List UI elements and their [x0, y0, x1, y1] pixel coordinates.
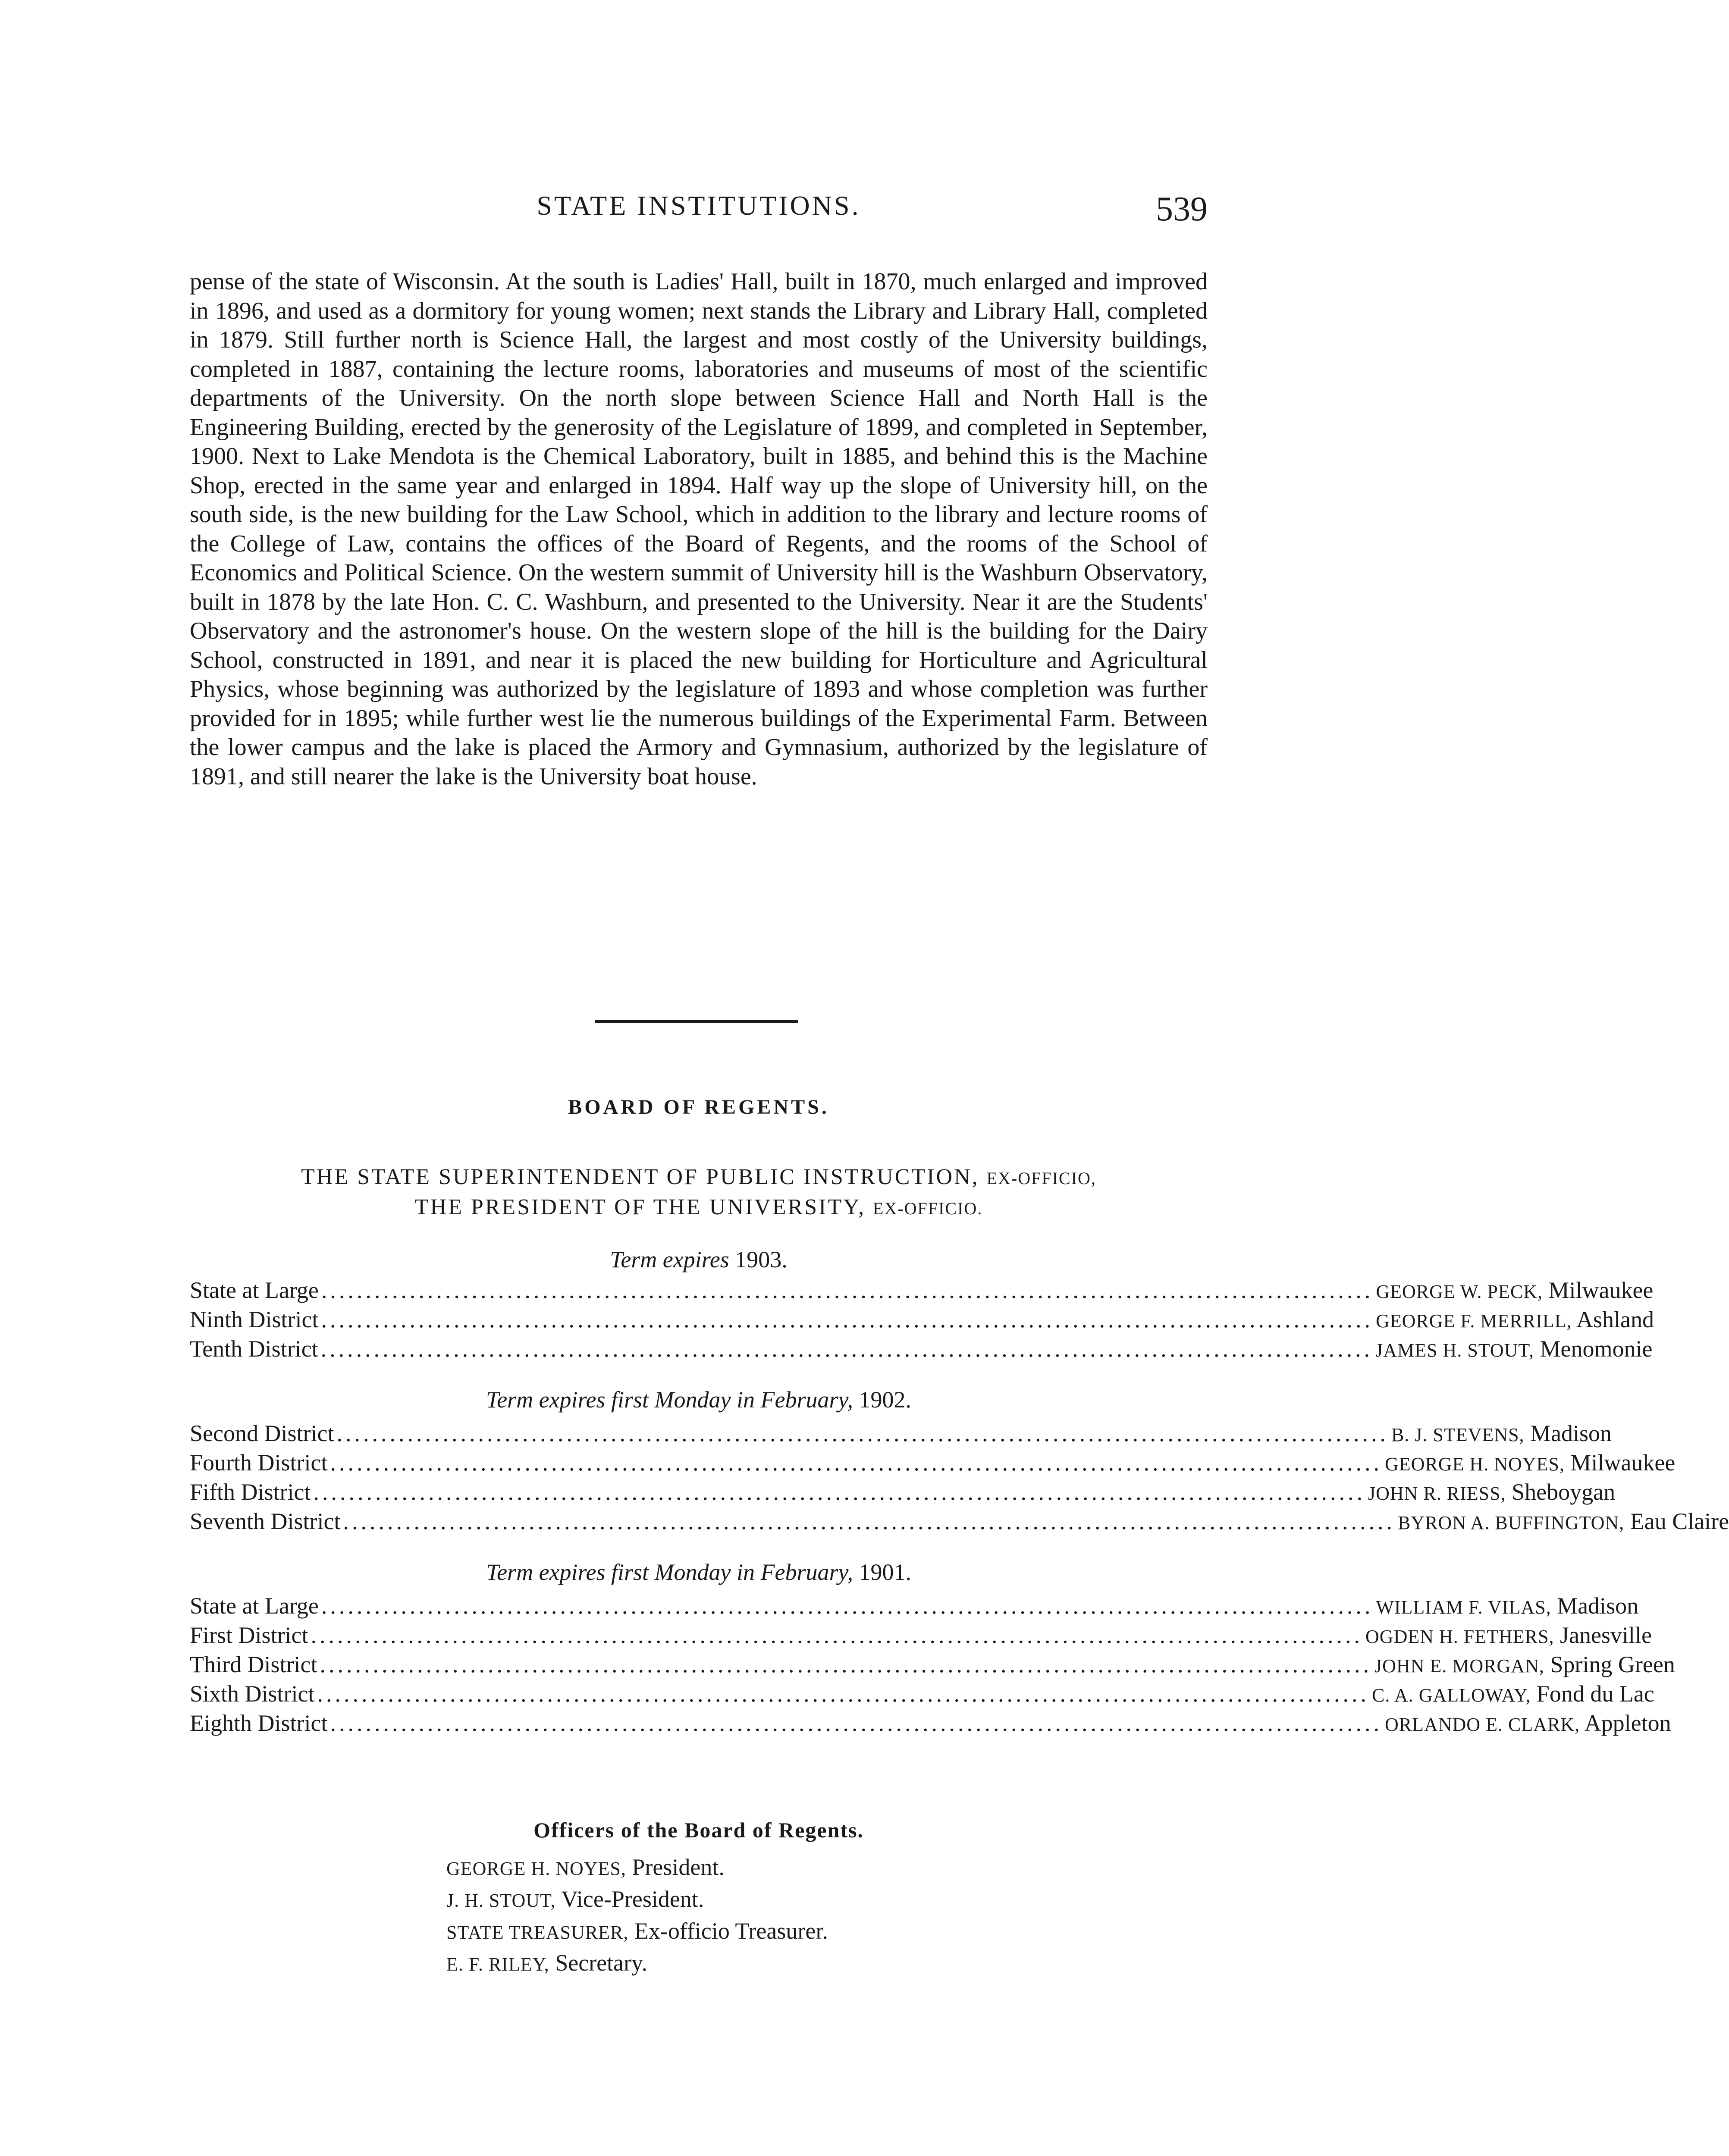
regent-place: Appleton: [1584, 1710, 1671, 1736]
regent-place: Janesville: [1560, 1622, 1652, 1648]
term-heading: [190, 1386, 1208, 1413]
leader-dots: .......................................................................................................................: [320, 1651, 1372, 1677]
regent-row: [190, 1275, 1654, 1305]
district-name: Ninth District: [190, 1307, 319, 1332]
regent-place: Madison: [1530, 1420, 1612, 1446]
running-head: STATE INSTITUTIONS.: [537, 190, 861, 221]
regent-place: Milwaukee: [1570, 1450, 1676, 1476]
regent-member: [1376, 1591, 1638, 1622]
officers-title: Officers of the Board of Regents.: [533, 1818, 864, 1842]
leader-dots: .......................................................................................................................: [321, 1593, 1374, 1619]
leader-dots: .......................................................................................................................: [336, 1420, 1389, 1446]
term-heading-text: Term expires: [610, 1247, 729, 1272]
regent-row: [190, 1650, 1675, 1679]
regent-row: [190, 1620, 1652, 1650]
regent-member: [1374, 1650, 1675, 1681]
leader-dots: .......................................................................................................................: [317, 1681, 1370, 1707]
district-name: Fourth District: [190, 1450, 328, 1476]
regent-row: [190, 1448, 1676, 1477]
term-year: 1901.: [859, 1559, 911, 1585]
officers-list: [446, 1852, 1180, 1980]
district-name: Eighth District: [190, 1710, 328, 1736]
officer-entry: [446, 1852, 1180, 1884]
regents-roster: [190, 1419, 1729, 1536]
leader-dots: .......................................................................................................................: [311, 1622, 1363, 1648]
officer-name: E. F. RILEY,: [446, 1954, 549, 1975]
term-heading-text: Term expires first Monday in February,: [486, 1387, 853, 1413]
regent-name: JOHN E. MORGAN,: [1374, 1655, 1544, 1677]
officer-role: Secretary.: [555, 1950, 648, 1976]
officer-role: Vice-President.: [561, 1886, 704, 1912]
regent-place: Menomonie: [1540, 1336, 1653, 1362]
section-divider: [595, 1020, 798, 1023]
regent-member: [1368, 1477, 1615, 1508]
district-name: Tenth District: [190, 1336, 318, 1362]
regent-name: WILLIAM F. VILAS,: [1376, 1597, 1551, 1618]
regent-name: GEORGE H. NOYES,: [1385, 1454, 1565, 1475]
regent-member: [1385, 1708, 1671, 1739]
regent-place: Fond du Lac: [1536, 1681, 1654, 1707]
regent-name: ORLANDO E. CLARK,: [1384, 1714, 1580, 1735]
regent-member: [1365, 1620, 1652, 1651]
term-year: 1903.: [735, 1247, 788, 1272]
regents-roster: [190, 1275, 1654, 1363]
leader-dots: .......................................................................................................................: [320, 1336, 1373, 1362]
regent-member: [1376, 1305, 1654, 1336]
ex-officio-name: THE STATE SUPERINTENDENT OF PUBLIC INSTRUCTION,: [301, 1165, 979, 1189]
regent-row: [190, 1507, 1729, 1536]
ex-officio-note: EX-OFFICIO.: [873, 1199, 983, 1218]
leader-dots: .......................................................................................................................: [321, 1307, 1373, 1332]
district-name: State at Large: [190, 1277, 319, 1303]
regent-place: Madison: [1557, 1593, 1639, 1619]
regent-name: B. J. STEVENS,: [1391, 1424, 1525, 1445]
district-name: Seventh District: [190, 1508, 341, 1534]
regent-place: Spring Green: [1550, 1651, 1675, 1677]
officer-role: Ex-officio Treasurer.: [634, 1918, 828, 1944]
officer-entry: [446, 1916, 1180, 1948]
leader-dots: .......................................................................................................................: [321, 1277, 1374, 1303]
ex-officio-line: [190, 1194, 1208, 1220]
regent-member: [1376, 1275, 1653, 1307]
regent-member: [1391, 1419, 1612, 1450]
leader-dots: .......................................................................................................................: [313, 1479, 1365, 1505]
regent-member: [1375, 1334, 1652, 1365]
page-header: [190, 190, 1208, 241]
officer-entry: [446, 1884, 1180, 1916]
regent-row: [190, 1591, 1639, 1620]
regent-row: [190, 1305, 1654, 1334]
regent-name: JAMES H. STOUT,: [1375, 1340, 1534, 1361]
regent-name: GEORGE W. PECK,: [1376, 1281, 1543, 1302]
district-name: Second District: [190, 1420, 334, 1446]
leader-dots: .......................................................................................................................: [330, 1710, 1382, 1736]
board-of-regents-title: BOARD OF REGENTS.: [568, 1096, 829, 1119]
regent-name: BYRON A. BUFFINGTON,: [1397, 1512, 1625, 1533]
regent-row: [190, 1679, 1654, 1708]
district-name: State at Large: [190, 1593, 319, 1619]
term-year: 1902.: [859, 1387, 911, 1413]
regent-place: Ashland: [1576, 1307, 1654, 1332]
regent-place: Milwaukee: [1548, 1277, 1654, 1303]
regent-name: OGDEN H. FETHERS,: [1365, 1626, 1554, 1647]
regent-row: [190, 1477, 1616, 1507]
term-heading: [190, 1246, 1208, 1273]
regent-name: C. A. GALLOWAY,: [1372, 1685, 1531, 1706]
district-name: First District: [190, 1622, 308, 1648]
ex-officio-line: [190, 1164, 1208, 1190]
district-name: Sixth District: [190, 1681, 315, 1707]
regent-row: [190, 1334, 1653, 1363]
district-name: Third District: [190, 1651, 317, 1677]
body-paragraph: pense of the state of Wisconsin. At the south is Ladies' Hall, built in 1870, much enlarged and improved in 1896, and used as a dormitory for young women; next stands the Library and Library Hall, completed in 1879. Still further north is Science Hall, the largest and most costly of the University buildings, completed in 1887, containing the lecture rooms, laboratories and museums of most of the scientific departments of the University. On the north slope between Science Hall and North Hall is the Engineering Building, erected by the generosity of the Legislature of 1899, and completed in September, 1900. Next to Lake Mendota is the Chemical Laboratory, built in 1885, and behind this is the Machine Shop, erected in the same year and enlarged in 1894. Half way up the slope of University hill, on the south side, is the new building for the Law School, which in addition to the library and lecture rooms of the College of Law, contains the offices of the Board of Regents, and the rooms of the School of Economics and Political Science. On the western summit of University hill is the Washburn Observatory, built in 1878 by the late Hon. C. C. Washburn, and presented to the University. Near it are the Students' Observatory and the astronomer's house. On the western slope of the hill is the building for the Dairy School, constructed in 1891, and near it is placed the new building for Horticulture and Agricultural Physics, whose beginning was authorized by the legislature of 1893 and whose completion was further provided for in 1895; while further west lie the numerous buildings of the Experimental Farm. Between the lower campus and the lake is placed the Armory and Gymnasium, authorized by the legislature of 1891, and still nearer the lake is the University boat house.: [190, 268, 1208, 790]
leader-dots: .......................................................................................................................: [343, 1508, 1395, 1534]
regent-place: Sheboygan: [1512, 1479, 1616, 1505]
term-heading-text: Term expires first Monday in February,: [486, 1559, 853, 1585]
officer-name: GEORGE H. NOYES,: [446, 1858, 626, 1879]
officer-role: President.: [632, 1854, 725, 1880]
regents-roster: [190, 1591, 1675, 1738]
regent-member: [1398, 1507, 1729, 1538]
regent-place: Eau Claire: [1630, 1508, 1729, 1534]
leader-dots: .......................................................................................................................: [330, 1450, 1382, 1476]
regent-member: [1372, 1679, 1654, 1710]
page-number: 539: [1156, 190, 1208, 228]
regent-name: GEORGE F. MERRILL,: [1375, 1310, 1572, 1332]
officer-name: J. H. STOUT,: [446, 1890, 556, 1911]
term-heading: [190, 1559, 1208, 1586]
officer-name: STATE TREASURER,: [446, 1922, 629, 1943]
ex-officio-note: EX-OFFICIO,: [986, 1169, 1096, 1188]
officer-entry: [446, 1948, 1180, 1980]
regent-member: [1385, 1448, 1675, 1479]
regent-name: JOHN R. RIESS,: [1368, 1483, 1506, 1504]
regent-row: [190, 1708, 1671, 1738]
district-name: Fifth District: [190, 1479, 311, 1505]
ex-officio-name: THE PRESIDENT OF THE UNIVERSITY,: [414, 1195, 866, 1219]
regent-row: [190, 1419, 1612, 1448]
